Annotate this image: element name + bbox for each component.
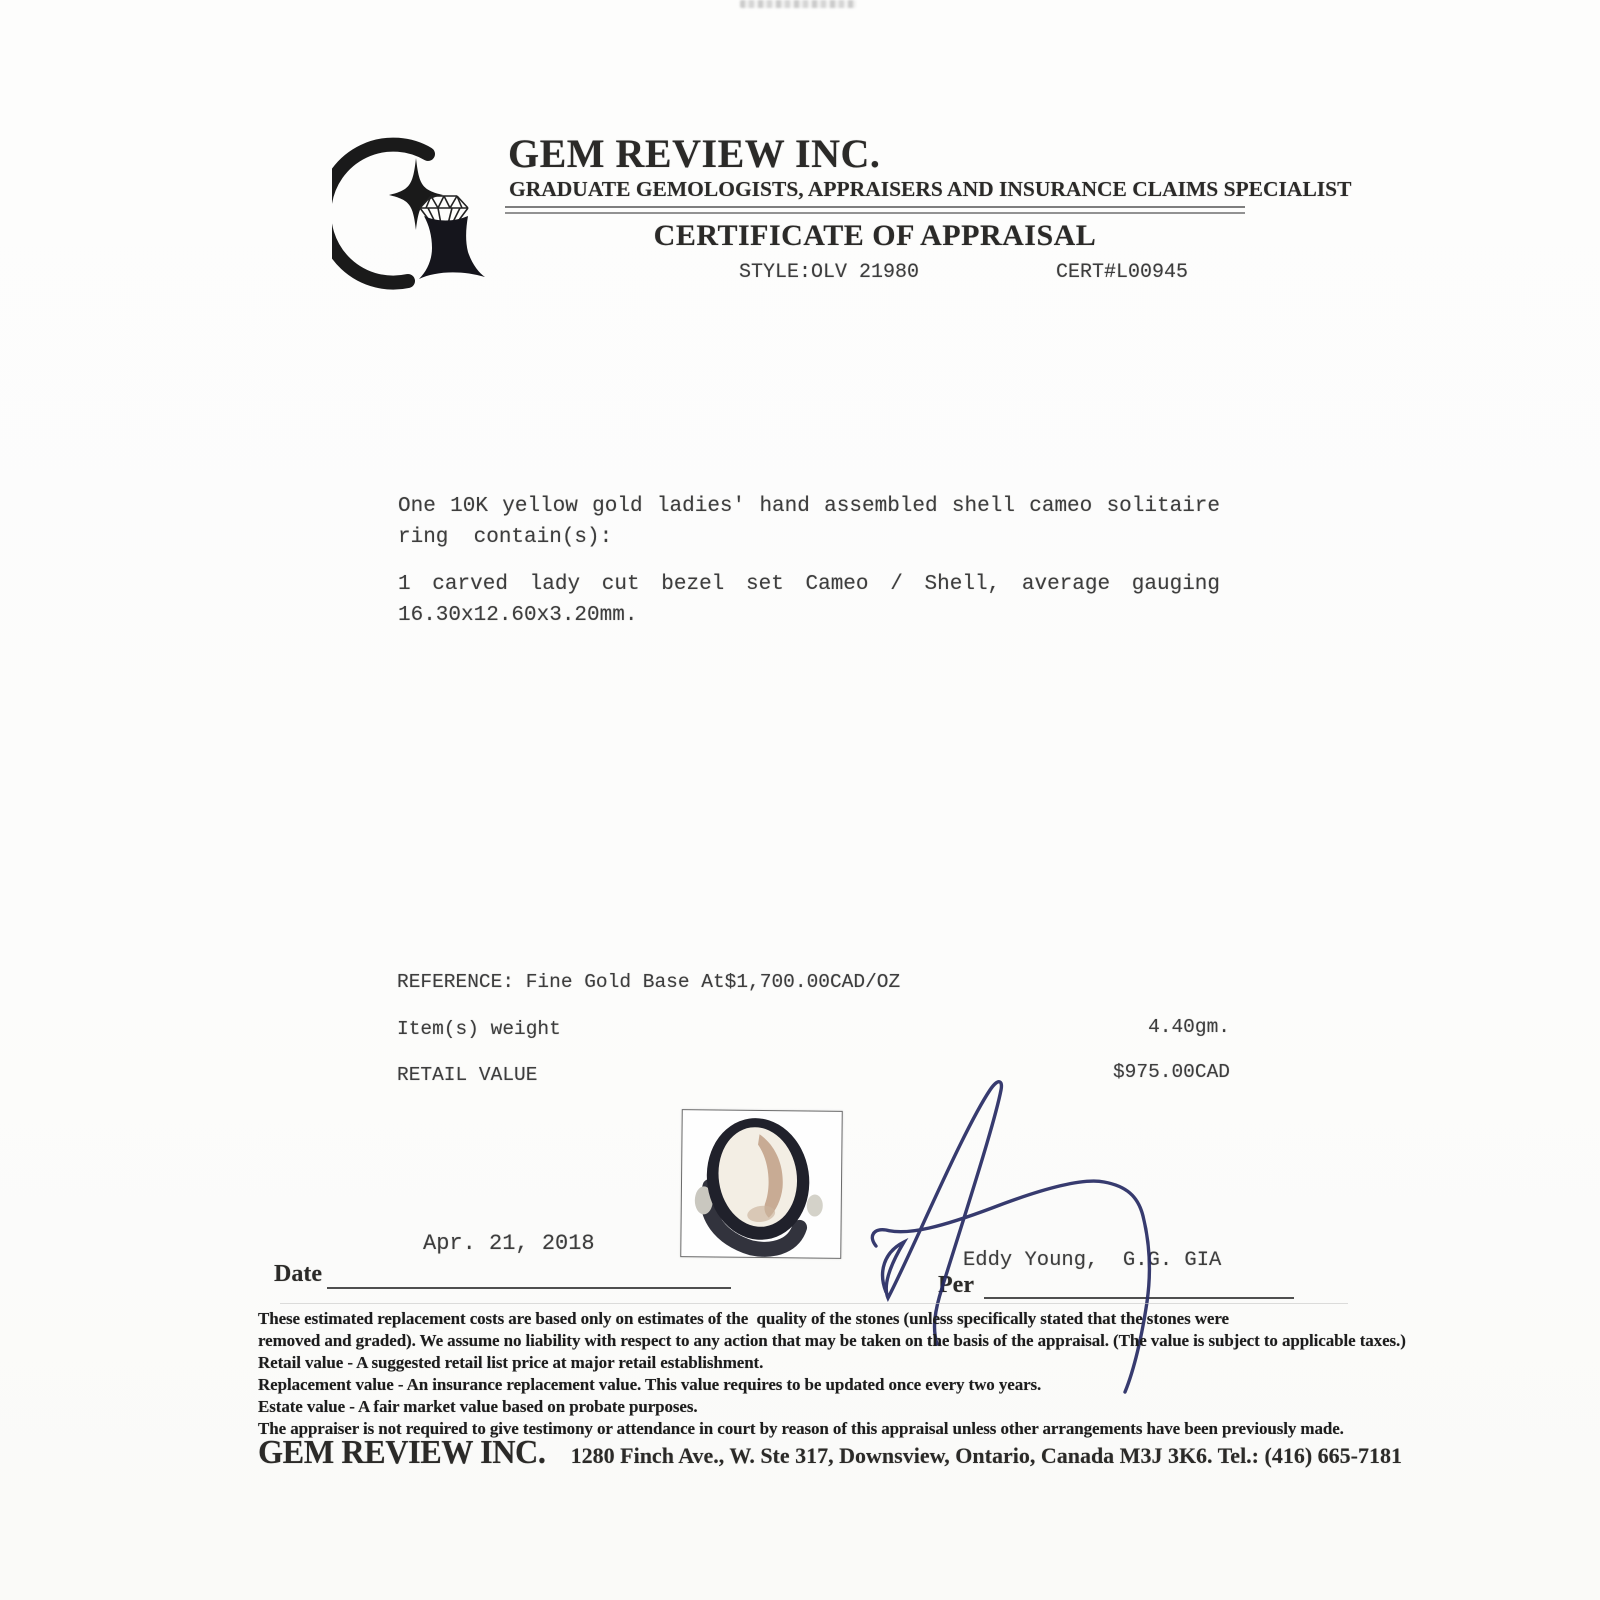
scan-artifact-line [280,1303,1348,1304]
retail-value-label: RETAIL VALUE [397,1064,538,1086]
ring-photo [680,1109,843,1259]
footer-address: 1280 Finch Ave., W. Ste 317, Downsview, Ontario, Canada M3J 3K6. Tel.: (416) 665-7181 [570,1443,1402,1468]
appraiser-name: Eddy Young, G.G. GIA [963,1249,1222,1272]
date-signature-line [327,1263,731,1289]
style-number: STYLE:OLV 21980 [739,261,920,284]
certificate-title: CERTIFICATE OF APPRAISAL [653,219,1097,252]
disclaimer-block [258,1308,1406,1440]
logo-pedestal [419,216,485,279]
disclaimer-line: Estate value - A fair market value based on probate purposes. [258,1397,698,1416]
stone-description-line-1: 1 carved lady cut bezel set Cameo / Shell, average gauging [398,573,1220,596]
disclaimer-line: Retail value - A suggested retail list price at major retail establishment. [258,1353,764,1372]
disclaimer-line: removed and graded). We assume no liability with respect to any action that may be taken on the basis of the appraisal. (The value is subject to applicable taxes.) [258,1331,1406,1350]
footer [258,1434,1402,1472]
header-double-rule [505,206,1245,214]
disclaimer-line: Replacement value - An insurance replacement value. This value requires to be updated once every two years. [258,1375,1042,1394]
cropped-scan-artifact [740,0,856,8]
per-label: Per [938,1272,974,1298]
company-name: GEM REVIEW INC. [508,131,881,176]
weight-label: Item(s) weight [397,1018,561,1040]
footer-company-name: GEM REVIEW INC. [258,1434,546,1471]
description-line-2: ring contain(s): [398,526,613,549]
description-line-1: One 10K yellow gold ladies' hand assembled shell cameo solitaire [398,495,1220,518]
logo-sparkle-star [389,158,443,230]
disclaimer-line: These estimated replacement costs are based only on estimates of the quality of the stones (unless specifically stated that the stones were [258,1309,1229,1328]
gem-review-logo [332,124,527,309]
weight-value: 4.40gm. [1148,1016,1230,1038]
cameo-ring-image [681,1110,842,1258]
disclaimer-line: The appraiser is not required to give testimony or attendance in court by reason of this appraisal unless other arrangements have been previously made. [258,1419,1344,1438]
stone-description-line-2: 16.30x12.60x3.20mm. [398,604,638,627]
company-tagline: GRADUATE GEMOLOGISTS, APPRAISERS AND INSURANCE CLAIMS SPECIALIST [509,177,1352,201]
date-label: Date [274,1261,322,1287]
date-value: Apr. 21, 2018 [423,1231,595,1256]
reference-line: REFERENCE: Fine Gold Base At$1,700.00CAD/OZ [397,971,901,993]
retail-value-amount: $975.00CAD [1112,1061,1230,1083]
cert-number: CERT#L00945 [1056,261,1189,284]
